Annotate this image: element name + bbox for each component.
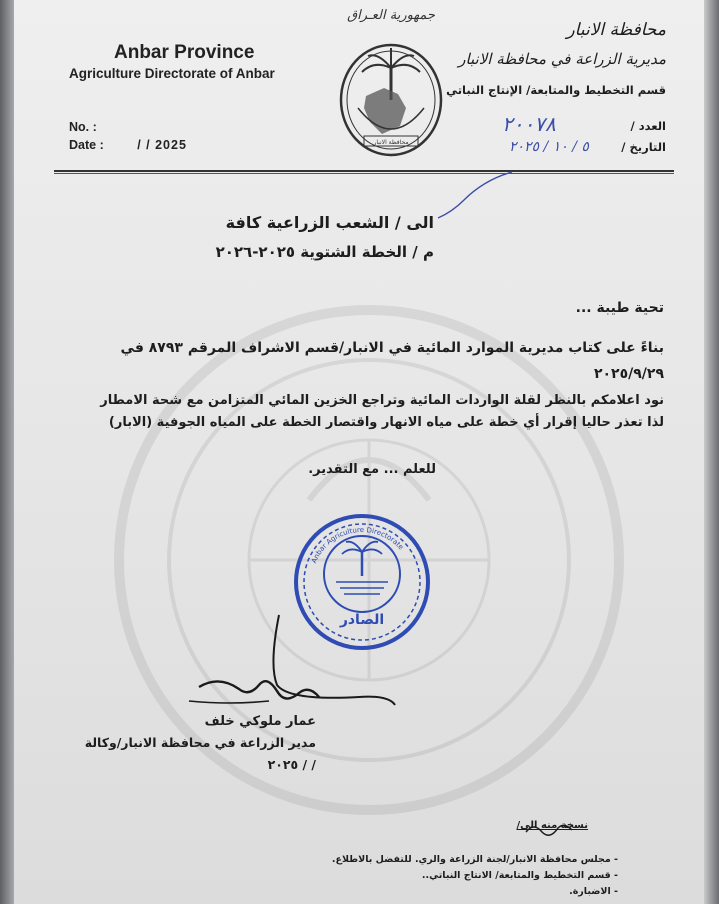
governorate-name-ar: محافظة الانبار — [566, 20, 666, 40]
cc-item: - الاضبارة. — [569, 886, 618, 897]
letter-paragraph-1-date: ٢٠٢٥/٩/٢٩ — [593, 366, 664, 382]
cc-title: نسخة منه الى/ — [516, 820, 588, 831]
letter-paragraph-2: نود اعلامكم بالنظر لقلة الواردات المائية وتراجع الخزين المائي المتزامن مع شحة الامطار — [100, 393, 664, 408]
letter-greeting: تحية طيبة ... — [575, 300, 664, 316]
province-emblem-icon — [336, 38, 446, 158]
date-value-en: / / 2025 — [137, 138, 187, 152]
stamp-label: الصادر — [339, 612, 385, 628]
date-label-ar: التاريخ / — [621, 140, 666, 154]
emblem-caption: محافظة الانبار — [373, 139, 409, 146]
signer-name: عمار ملوكي خلف — [204, 714, 316, 729]
letter-paragraph-3: لذا تعذر حاليا إقرار أي خطة على مياه الانهار واقتصار الخطة على المياه الجوفية (الابار) — [108, 415, 664, 430]
stamp-ring-text: Anbar Agriculture Directorate — [309, 526, 406, 565]
number-label-en: No. : — [69, 120, 97, 134]
directorate-name-ar: مديرية الزراعة في محافظة الانبار — [458, 50, 666, 68]
republic-label: جمهورية العـراق — [347, 8, 435, 23]
header-divider — [54, 170, 674, 172]
number-label-ar: العدد / — [630, 119, 666, 133]
cc-item: - مجلس محافظة الانبار/لجنة الزراعة والري. للتفضل بالاطلاع. — [331, 854, 618, 865]
province-title-en: Anbar Province — [114, 42, 255, 63]
pen-stroke-mark-icon — [434, 170, 514, 220]
letter-closing: للعلم ... مع التقدير. — [308, 462, 436, 477]
date-line-en — [69, 138, 187, 152]
handwritten-number: ٢٠٠٧٨ — [502, 112, 556, 136]
header-divider-thin — [54, 173, 674, 174]
letter-subject: م / الخطة الشتوية ٢٠٢٥-٢٠٢٦ — [215, 243, 434, 261]
directorate-subtitle-en: Agriculture Directorate of Anbar — [69, 66, 275, 81]
department-name-ar: قسم التخطيط والمتابعة/ الإنتاج النباتي — [446, 83, 666, 97]
page-shadow-left — [0, 0, 14, 904]
signer-title: مدير الزراعة في محافظة الانبار/وكالة — [84, 735, 316, 750]
letter-recipient: الى / الشعب الزراعية كافة — [225, 213, 434, 232]
handwritten-date: ٥ / ١٠ / ٢٠٢٥ — [509, 139, 589, 155]
page-shadow-right — [704, 0, 719, 904]
date-label-en: Date : — [69, 138, 104, 152]
cc-scribble-icon — [524, 818, 574, 840]
cc-item: - قسم التخطيط والمتابعة/ الانتاج النباتي.. — [421, 870, 618, 881]
letter-paper — [14, 0, 704, 904]
letter-paragraph-1: بناءً على كتاب مديرية الموارد المائية في الانبار/قسم الاشراف المرقم ٨٧٩٣ في — [120, 340, 664, 356]
signature-date: / / ٢٠٢٥ — [267, 757, 316, 772]
